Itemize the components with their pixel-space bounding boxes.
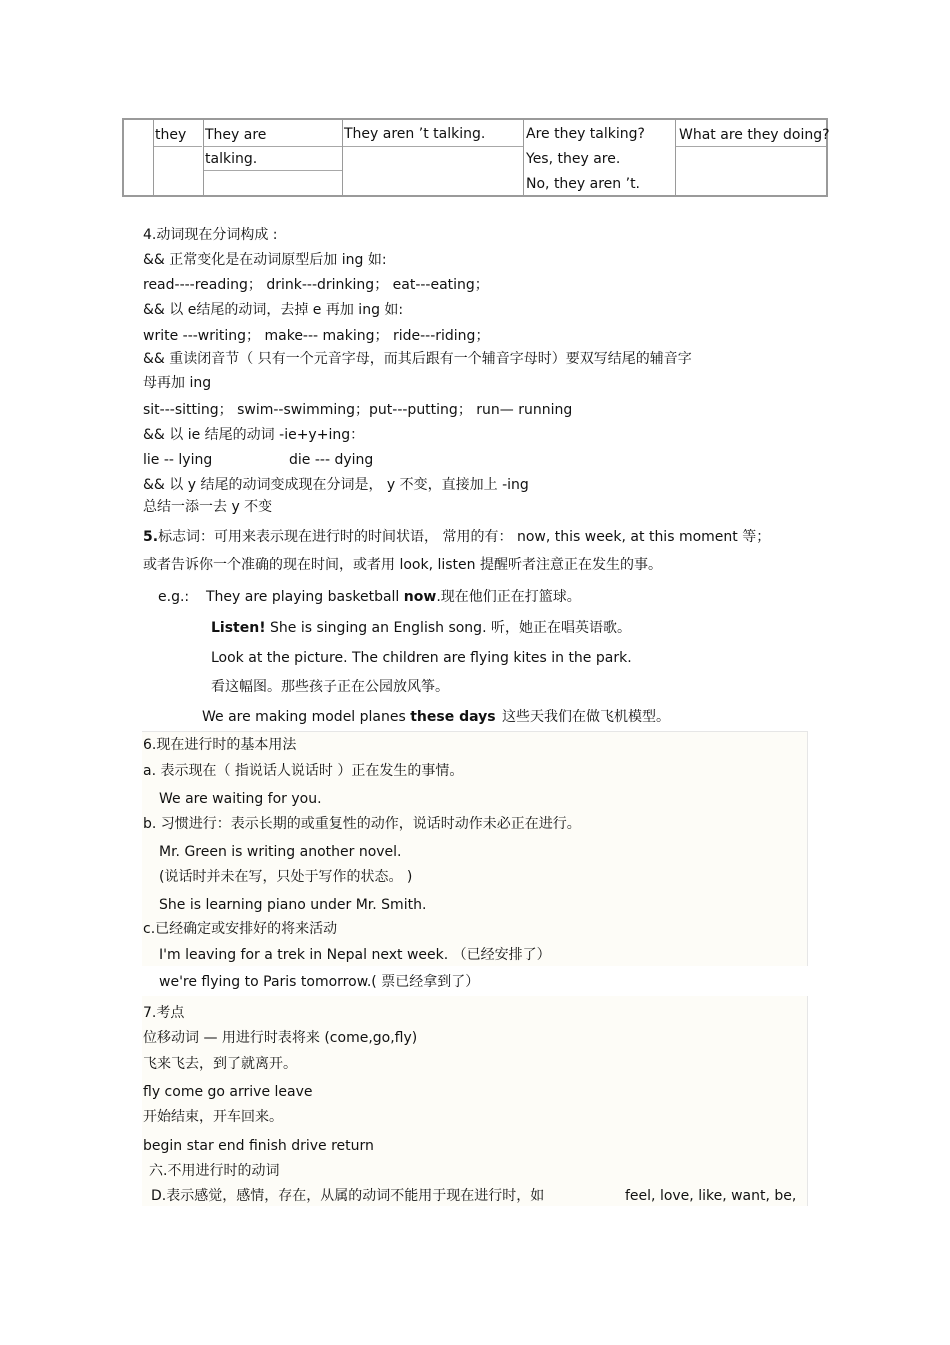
mnemonic-1: 飞来飞去，到了就离开。	[143, 1056, 297, 1072]
section-5-number: 5.	[143, 529, 159, 545]
table-divider	[342, 120, 343, 195]
table-row-line	[204, 146, 342, 147]
cell-pronoun: they	[155, 127, 187, 143]
example-these-days-translation: 这些天我们在做飞机模型。	[502, 709, 670, 725]
rule-summary: 总结一添一去 y 不变	[143, 499, 273, 515]
example-now-text: They are playing basketball	[206, 589, 404, 605]
section-5-line2: 或者告诉你一个准确的现在时间，或者用 look, listen 提醒听者注意正在发生的事。	[143, 557, 662, 573]
example-look: Look at the picture. The children are flying kites in the park.	[211, 650, 632, 666]
example-ie-lie: lie -- lying	[143, 452, 213, 468]
non-progressive-heading: 六.不用进行时的动词	[149, 1163, 280, 1179]
cell-affirmative-cont: talking.	[205, 151, 258, 167]
usage-b-example-1: Mr. Green is writing another novel.	[159, 844, 402, 860]
example-listen-keyword: Listen!	[211, 620, 266, 636]
cell-question: Are they talking?	[526, 126, 645, 142]
rule-e-ending: && 以 e结尾的动词，去掉 e 再加 ing 如:	[143, 302, 404, 318]
usage-c-example-1: I'm leaving for a trek in Nepal next week. （已经安排了）	[159, 947, 551, 963]
cell-wh-question: What are they doing?	[679, 127, 830, 143]
motion-verbs-list-2: begin star end finish drive return	[143, 1138, 374, 1154]
section-5-line1	[143, 528, 770, 546]
table-row-line	[204, 170, 342, 171]
table-divider	[153, 120, 154, 195]
section-5-text: 标志词：可用来表示现在进行时的时间状语， 常用的有： now, this week, at this moment 等；	[158, 529, 771, 545]
usage-a: a. 表示现在（ 指说话人说话时 ）正在发生的事情。	[143, 763, 464, 779]
rule-double-consonant: && 重读闭音节（ 只有一个元音字母，而其后跟有一个辅音字母时）要双写结尾的辅音字	[143, 351, 692, 367]
motion-verbs-list-1: fly come go arrive leave	[143, 1084, 313, 1100]
cell-short-no: No, they aren ’t.	[526, 176, 641, 192]
section-4-heading: 4.动词现在分词构成 :	[143, 227, 278, 243]
table-divider	[523, 120, 524, 195]
table-divider	[203, 120, 204, 195]
example-look-translation: 看这幅图。那些孩子正在公园放风筝。	[211, 679, 449, 695]
table-row-line	[154, 146, 202, 147]
stative-verbs-examples: feel, love, like, want, be,	[625, 1188, 797, 1204]
example-now-keyword: now	[403, 589, 437, 605]
example-ie-die: die --- dying	[289, 452, 374, 468]
example-label: e.g.:	[158, 589, 190, 605]
motion-verbs-rule: 位移动词 — 用进行时表将来 (come,go,fly)	[143, 1030, 418, 1046]
table-divider	[675, 120, 676, 195]
rule-double-consonant-cont: 母再加 ing	[143, 375, 212, 391]
example-these-days-keyword: these days	[410, 709, 496, 725]
cell-short-yes: Yes, they are.	[526, 151, 621, 167]
usage-b: b. 习惯进行：表示长期的或重复性的动作，说话时动作未必正在进行。	[143, 816, 581, 832]
example-now	[206, 588, 581, 606]
conjugation-table	[122, 118, 828, 197]
table-row-line	[676, 146, 826, 147]
rule-ie-ending: && 以 ie 结尾的动词 -ie+y+ing：	[143, 427, 365, 443]
example-these-days	[202, 708, 496, 726]
stative-verbs-rule: D.表示感觉，感情，存在，从属的动词不能用于现在进行时，如	[151, 1188, 545, 1204]
usage-c-example-2: we're flying to Paris tomorrow.( 票已经拿到了）	[159, 974, 480, 990]
example-double-consonant: sit---sitting； swim--swimming；put---putting； run— running	[143, 402, 573, 418]
example-e-ending: write ---writing； make--- making； ride---riding；	[143, 328, 490, 344]
usage-c: c.已经确定或安排好的将来活动	[143, 921, 338, 937]
mnemonic-2: 开始结束，开车回来。	[143, 1109, 283, 1125]
usage-b-example-2: She is learning piano under Mr. Smith.	[159, 897, 427, 913]
table-row-line	[343, 146, 523, 147]
example-now-translation: .现在他们正在打篮球。	[436, 589, 581, 605]
section-7-heading: 7.考点	[143, 1005, 185, 1021]
example-listen	[211, 619, 631, 637]
rule-regular: && 正常变化是在动词原型后加 ing 如:	[143, 252, 387, 268]
example-listen-text: She is singing an English song. 听，她正在唱英语歌。	[265, 620, 631, 636]
usage-b-note: (说话时并未在写，只处于写作的状态。 )	[159, 869, 413, 885]
usage-a-example: We are waiting for you.	[159, 791, 322, 807]
section-6-heading: 6.现在进行时的基本用法	[143, 737, 297, 753]
rule-y-ending: && 以 y 结尾的动词变成现在分词是， y 不变，直接加上 -ing	[143, 477, 529, 493]
example-these-days-text: We are making model planes	[202, 709, 411, 725]
example-regular: read----reading； drink---drinking； eat---eating；	[143, 277, 489, 293]
cell-negative: They aren ’t talking.	[344, 126, 486, 142]
cell-affirmative: They are	[205, 127, 267, 143]
